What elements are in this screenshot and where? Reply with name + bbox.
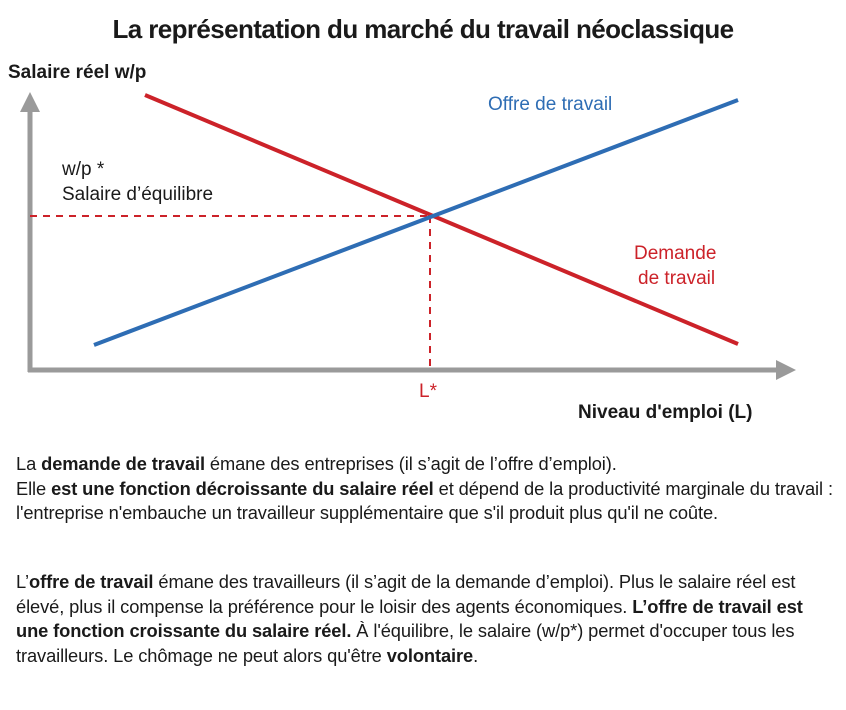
p2-bold-2: L’offre de travail est une fonction croissante du salaire réel. xyxy=(16,595,803,641)
p2-text-4: . xyxy=(473,644,479,666)
p2-text-1: L’ xyxy=(16,571,30,592)
y-axis-arrowhead xyxy=(20,92,40,112)
labor-supply-paragraph xyxy=(16,570,836,668)
p2-text-2: émane des travailleurs (il s’agit de la demande d’emploi). Plus le salaire réel est élevé, plus il compense la préférence pour le loisir des agents économiques. xyxy=(16,571,796,617)
p2-text-3: À l'équilibre, le salaire (w/p*) permet d'occuper tous les travailleurs. Le chômage ne peut alors qu'être xyxy=(16,620,795,666)
p1-text-4: et dépend de la productivité marginale du travail : l'entreprise n'embauche un travailleur supplémentaire que s'il produit plus qu'il ne coûte. xyxy=(16,477,833,523)
demand-curve-label-line2: de travail xyxy=(638,268,716,289)
equilibrium-wage-symbol: w/p * xyxy=(62,159,105,180)
p1-text-3: Elle xyxy=(16,477,52,499)
y-axis-label: Salaire réel w/p xyxy=(8,62,147,83)
p2-bold-1: offre de travail xyxy=(29,571,154,592)
labor-demand-paragraph xyxy=(16,452,836,526)
p1-text-1: La xyxy=(16,453,42,474)
p1-bold-1: demande de travail xyxy=(41,453,205,474)
equilibrium-wage-label: Salaire d’équilibre xyxy=(62,184,214,205)
supply-curve xyxy=(94,100,738,345)
equilibrium-employment-label: L* xyxy=(419,381,437,402)
x-axis-arrowhead xyxy=(776,360,796,380)
p1-text-2: émane des entreprises (il s’agit de l’offre d’emploi). xyxy=(204,453,617,474)
x-axis-label: Niveau d'emploi (L) xyxy=(578,402,753,423)
diagram-title: La représentation du marché du travail néoclassique xyxy=(112,14,734,44)
demand-curve-label-line1: Demande xyxy=(634,243,717,264)
p1-bold-2: est une fonction décroissante du salaire réel xyxy=(51,477,434,499)
p2-bold-3: volontaire xyxy=(386,644,474,666)
supply-curve-label: Offre de travail xyxy=(488,94,613,115)
